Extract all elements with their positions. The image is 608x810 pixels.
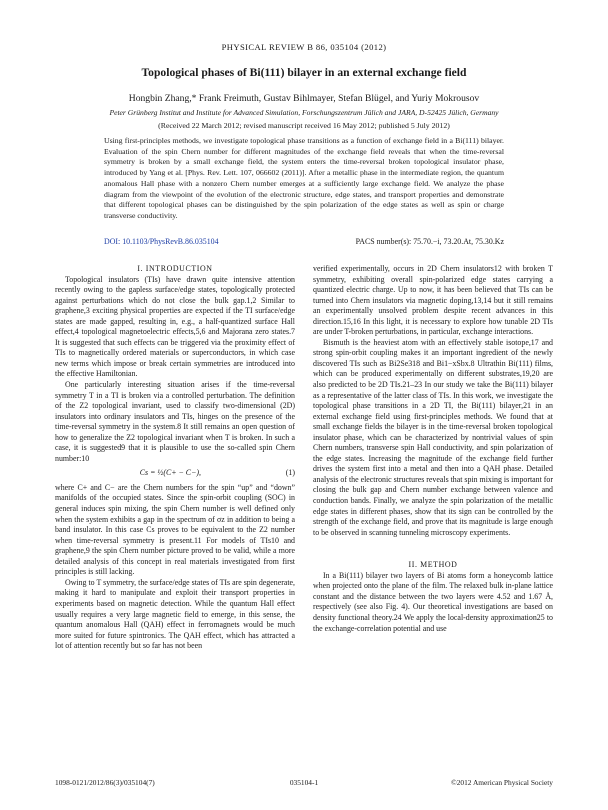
equation-body: Cs = ½(C+ − C−), bbox=[139, 468, 201, 478]
paragraph: Topological insulators (TIs) have drawn quite intensive attention recently owing to the gapless surface/edge states, topologically protected against perturbations which do not close the bulk gap.1,2 Similar to graphene,3 exciting physical properties are expected if the TI surface/edge states are made gapped, resulting in, e.g., a half-quantized surface Hall effect,4 topological magnetoelectric effects,5,6 and Majorana zero states.7 It is suggested that such effects can be triggered via the proximity effect of TIs to magnetically ordered materials or superconductors, in which case new terms which impose or break certain symmetries are introduced into the effective Hamiltonian. bbox=[55, 274, 295, 379]
equation-number: (1) bbox=[285, 468, 295, 478]
paragraph: One particularly interesting situation arises if the time-reversal symmetry T in a TI is broken via a controlled perturbation. The definition of the Z2 topological invariant, used to classify two-dimensional (2D) insulators into ordinary insulators and TIs, hinges on the presence of the time-reversal symmetry in the system.8 It still remains an open question of how to generalize the Z2 topological invariant when T is broken. In such a case, it is suggested9 that it is plausible to use the so-called spin Chern number:10 bbox=[55, 380, 295, 463]
paragraph: Owing to T symmetry, the surface/edge states of TIs are spin degenerate, making it hard to manipulate and exploit their transport properties in experiments based on magnetic detection. While the quantum Hall effect usually requires a very large magnetic field to emerge, in this sense, the quantum anomalous Hall (QAH) effect in ferromagnets would be much more suited for future spintronics. The QAH effect, which has attracted a lot of attention recently but so far has not been bbox=[55, 577, 295, 651]
pacs-numbers: PACS number(s): 75.70.−i, 73.20.At, 75.30.Kz bbox=[355, 237, 504, 246]
paper-title: Topological phases of Bi(111) bilayer in an external exchange field bbox=[141, 66, 467, 79]
left-column bbox=[55, 264, 295, 652]
paragraph: verified experimentally, occurs in 2D Chern insulators12 with broken T symmetry, exhibiting overall spin-polarized edge states carrying a quantized electric charge. Up to now, it has been believed that TIs can be turned into Chern insulators via magnetic doping,13,14 but it still remains an experimentally unsolved problem despite recent advances in this direction.15,16 In this light, it is necessary to explore how tunable 2D TIs are under T-broken perturbations, in particular, exchange interactions. bbox=[313, 264, 553, 337]
abstract: Using first-principles methods, we investigate topological phase transitions as a function of exchange field in a Bi(111) bilayer. Evaluation of the spin Chern number for different magnitudes of the exchange field reveals that when the time-reversal symmetry is broken by a small exchange field, the system enters the time-reversal broken topological insulator phase, introduced by Yang et al. [Phys. Rev. Lett. 107, 066602 (2011)]. After a metallic phase in the intermediate region, the quantum anomalous Hall phase with a nonzero Chern number emerges at a sufficiently large exchange field. We analyze the phase diagram from the viewpoint of the evolution of the electronic structure, edge states, and transport properties and demonstrate that different topological phases can be distinguished by the spin polarization of the edge states as well as spin or charge transverse conductivity. bbox=[104, 136, 504, 220]
footer-page-number: 035104-1 bbox=[289, 778, 319, 787]
journal-header: PHYSICAL REVIEW B 86, 035104 (2012) bbox=[221, 42, 387, 52]
doi-link[interactable]: DOI: 10.1103/PhysRevB.86.035104 bbox=[104, 237, 219, 246]
paragraph: Bismuth is the heaviest atom with an effectively stable isotope,17 and strong spin-orbit coupling makes it an important ingredient of the newly discovered TIs such as Bi2Se318 and Bi1−xSbx.8 Ultrathin Bi(111) films, which can be produced experimentally on different substrates,19,20 are also predicted to be 2D TIs.21–23 In our study we take the Bi(111) bilayer as a representative of the latter class of TIs. In this work, we investigate the topological phase transitions in a 2D TI, the Bi(111) bilayer,21 in an external exchange field using first-principles methods. We found that at small exchange fields the bilayer is in the time-reversal broken topological insulator phase, which can be characterized by nontrivial values of spin Chern numbers, transverse spin Hall conductivity, and spin polarization of the edge states. Increasing the magnitude of the exchange field further drives the system first into a metal and then into a QAH phase. Detailed analysis of the electronic structures reveals that spin mixing is important for closing the bulk gap and Chern number exchange between valence and conduction bands. Finally, we analyze the spin polarization of the metallic edge states in different phases, show that its sign can be controlled by the strength of the exchange field, and prove that its magnitude is large enough to be observed in scanning tunneling microscopy experiments. bbox=[313, 337, 553, 537]
paragraph: In a Bi(111) bilayer two layers of Bi atoms form a honeycomb lattice when projected onto the plane of the film. The relaxed bulk in-plane lattice constant and the distance between the two layers were 4.52 and 1.67 Å, respectively (see also Fig. 4). Our theoretical investigations are based on density functional theory.24 We apply the local-density approximation25 to the exchange-correlation potential and use bbox=[313, 570, 553, 633]
doi-pacs-line bbox=[104, 237, 504, 246]
author-list: Hongbin Zhang,* Frank Freimuth, Gustav Bihlmayer, Stefan Blügel, and Yuriy Mokrousov bbox=[128, 93, 480, 104]
footer-copyright: ©2012 American Physical Society bbox=[451, 778, 553, 787]
section-heading-method: II. METHOD bbox=[408, 560, 458, 570]
equation-1 bbox=[55, 468, 295, 479]
right-column bbox=[313, 264, 553, 634]
received-dates: (Received 22 March 2012; revised manuscript received 16 May 2012; published 5 July 2012) bbox=[158, 121, 450, 130]
paragraph: where C+ and C− are the Chern numbers for the spin “up” and “down” manifolds of the occupied states. Since the spin-orbit coupling (SOC) in general induces spin mixing, the spin Chern number is well defined only when the system exhibits a gap in the spectrum of σz in addition to being a band insulator. In this case Cs proves to be equivalent to the Z2 number when time-reversal symmetry is present.11 For models of TIs10 and graphene,9 the spin Chern number picture proved to be valid, while a more detailed analysis of this concept in real materials investigated from first principles is still lacking. bbox=[55, 482, 295, 577]
affiliation: Peter Grünberg Institut and Institute for Advanced Simulation, Forschungszentrum Jülich and JARA, D-52425 Jülich, Germany bbox=[109, 108, 499, 117]
footer-issn: 1098-0121/2012/86(3)/035104(7) bbox=[55, 778, 155, 787]
section-heading-introduction: I. INTRODUCTION bbox=[137, 264, 213, 273]
